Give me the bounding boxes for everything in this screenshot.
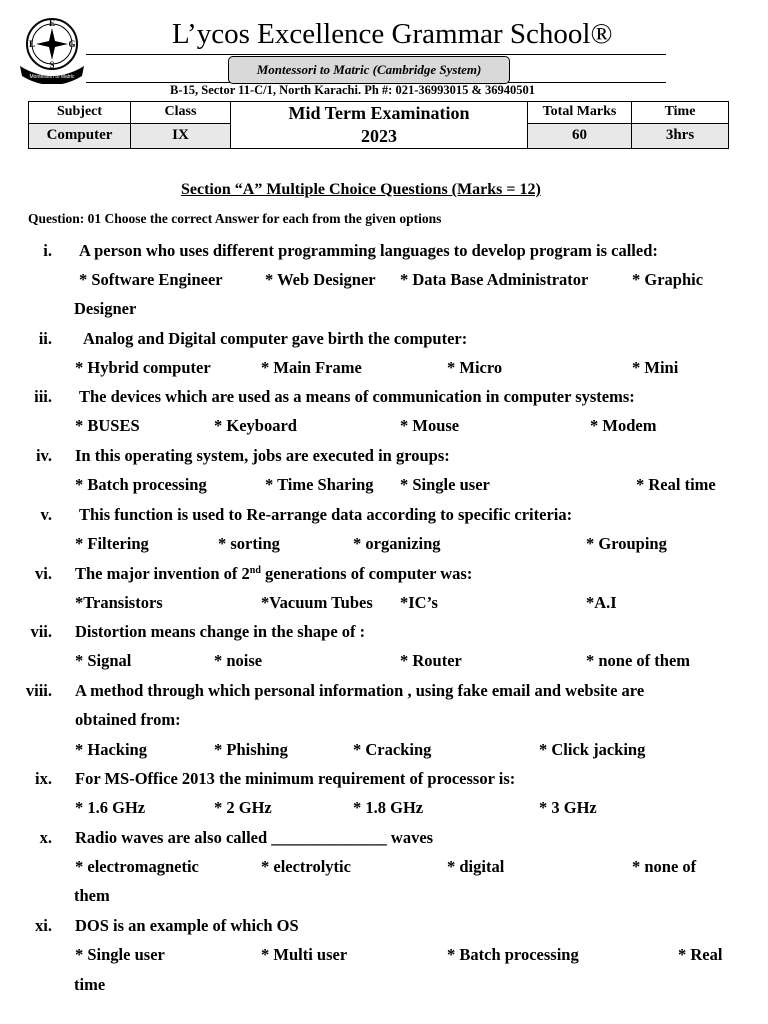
option-a: * electromagnetic [75,857,199,876]
option-b: * 2 GHz [214,798,272,817]
option-b: * Phishing [214,740,288,759]
option-a: * Single user [75,945,165,964]
question-text: Analog and Digital computer gave birth the computer: [83,329,468,348]
logo-letter-bottom: S [49,60,55,70]
option-c: * 1.8 GHz [353,798,424,817]
option-b: * Main Frame [261,358,362,377]
logo-ribbon-text: Montessori to Matric [29,74,75,80]
option-a: * Signal [75,651,132,670]
time-label: Time [632,102,729,124]
logo-letter-top: E [48,18,56,28]
question-text: Distortion means change in the shape of : [75,622,366,641]
option-c: * Cracking [353,740,432,759]
option-d: * none of [632,857,697,876]
question-number: v. [40,505,52,524]
question-text: This function is used to Re-arrange data according to specific criteria: [79,505,573,524]
question-text: Radio waves are also called ______________ waves [75,828,434,847]
option-c: *IC’s [400,593,438,612]
class-label: Class [131,102,231,124]
question-instruction: Question: 01 Choose the correct Answer for each from the given options [28,211,442,226]
option-c: * Batch processing [447,945,579,964]
option-c: * Single user [400,475,490,494]
option-c: * Micro [447,358,503,377]
question-text: DOS is an example of which OS [75,916,299,935]
option-a: * Filtering [75,534,149,553]
question-number: iv. [35,446,52,465]
option-b: * sorting [218,534,280,553]
total-marks-label: Total Marks [528,102,632,124]
logo-letter-right: G [68,39,76,49]
option-d: * none of them [586,651,691,670]
option-a: * Hacking [75,740,147,759]
option-d: * 3 GHz [539,798,597,817]
option-d: * Graphic [632,270,704,289]
question-number: x. [39,828,52,847]
question-number: vii. [30,622,52,641]
option-c: * Router [400,651,462,670]
option-continuation: time [74,975,106,994]
question-number: xi. [35,916,52,935]
option-a: * Batch processing [75,475,207,494]
question-text: A method through which personal information , using fake email and website are [75,681,645,700]
logo-letter-left: L [28,39,36,49]
option-d: * Mini [632,358,679,377]
question-text: A person who uses different programming languages to develop program is called: [79,241,658,260]
question-number: vi. [35,564,52,583]
question-text-part: The major invention of 2 [75,564,250,583]
exam-year: 2023 [361,126,397,146]
superscript: nd [249,565,261,576]
option-b: * Time Sharing [265,475,374,494]
option-b: * electrolytic [261,857,351,876]
tagline: Montessori to Matric (Cambridge System) [256,62,482,77]
option-a: * Software Engineer [79,270,223,289]
question-number: ix. [35,769,52,788]
total-marks-value: 60 [528,123,632,148]
option-a: * BUSES [75,416,140,435]
school-name: L’ycos Excellence Grammar School® [172,18,613,50]
option-d: * Click jacking [539,740,646,759]
question-number: ii. [38,329,52,348]
exam-title-cell [231,102,528,149]
question-text-part: generations of computer was: [260,564,473,583]
subject-value: Computer [29,123,131,148]
time-value: 3hrs [632,123,729,148]
question-text [75,564,472,584]
subject-label: Subject [29,102,131,124]
question-text: In this operating system, jobs are executed in groups: [75,446,450,465]
exam-title: Mid Term Examination [288,103,470,123]
option-a: * 1.6 GHz [75,798,146,817]
option-d: * Grouping [586,534,667,553]
class-value: IX [131,123,231,148]
option-a: *Transistors [75,593,163,612]
option-c: * organizing [353,534,441,553]
option-d: * Real time [636,475,716,494]
question-number: iii. [34,387,52,406]
option-c: * digital [447,857,505,876]
option-d: * Modem [590,416,657,435]
option-continuation: Designer [74,299,137,318]
header-rule-top [86,54,666,55]
school-logo [16,14,88,84]
option-c: * Data Base Administrator [400,270,589,289]
exam-info-table [28,101,729,149]
school-address: B-15, Sector 11-C/1, North Karachi. Ph #: 021-36993015 & 36940501 [170,83,536,97]
option-b: *Vacuum Tubes [261,593,373,612]
question-number: i. [43,241,52,260]
option-d: * Real [678,945,723,964]
option-b: * Web Designer [265,270,376,289]
option-b: * noise [214,651,263,670]
option-a: * Hybrid computer [75,358,211,377]
option-b: * Multi user [261,945,348,964]
question-number: viii. [25,681,52,700]
question-text-continued: obtained from: [75,710,181,729]
option-d: *A.I [586,593,617,612]
tagline-box [228,56,510,84]
option-continuation: them [74,886,110,905]
option-c: * Mouse [400,416,460,435]
question-text: The devices which are used as a means of communication in computer systems: [79,387,635,406]
option-b: * Keyboard [214,416,297,435]
section-title: Section “A” Multiple Choice Questions (Marks = 12) [181,181,541,198]
question-text: For MS-Office 2013 the minimum requirement of processor is: [75,769,516,788]
